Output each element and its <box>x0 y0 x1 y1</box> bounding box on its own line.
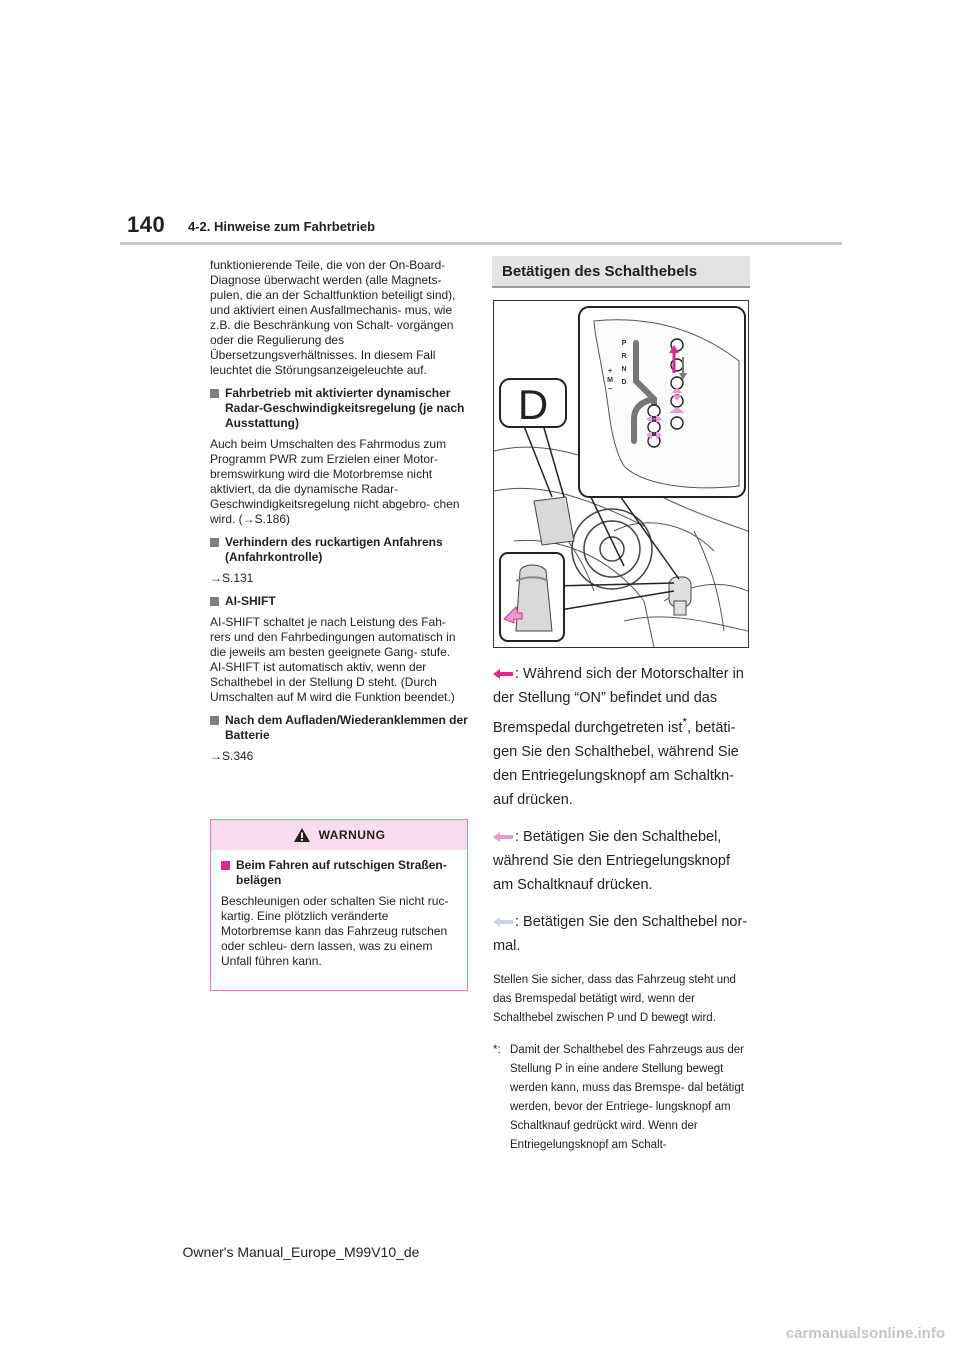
manual-name: Owner's Manual_Europe_M99V10_de <box>182 1244 420 1260</box>
gear-position-letter: D <box>517 381 549 428</box>
header-divider <box>120 242 842 245</box>
watermark: carmanualsonline.info <box>785 1325 945 1342</box>
legend-item-3: : Betätigen Sie den Schalthebel nor- mal. <box>493 913 748 954</box>
subsection-body-ai-shift: AI-SHIFT schaltet je nach Leistung des Fah- rers und den Fahrbedingungen automatisch in die jeweils am besten geeignete Gang- stufe. AI-SHIFT ist automatisch aktiv, wenn der Schalthebel in der Stellung D steht. (Durch Umschalten auf M wird die Funktion beendet.) <box>210 615 456 704</box>
square-bullet-icon <box>210 389 219 398</box>
arrow-left-pink-icon <box>493 669 513 679</box>
page-reference: →S.346 <box>210 749 254 763</box>
footnote <box>493 1041 753 1155</box>
safety-note: Stellen Sie sicher, dass das Fahrzeug steht und das Bremspedal betätigt wird, wenn der Schalthebel zwischen P und D bewegt wird. <box>493 973 736 1024</box>
warning-triangle-icon <box>293 827 311 843</box>
square-bullet-icon <box>210 716 219 725</box>
gate-label-m: M <box>607 377 613 384</box>
gate-label-n: N <box>621 366 627 373</box>
square-bullet-icon <box>210 538 219 547</box>
page-number: 140 <box>127 212 166 237</box>
footnote-marker: *: <box>493 1043 501 1056</box>
gate-label-d: D <box>621 379 627 386</box>
subsection-heading-radar: Fahrbetrieb mit aktivierter dynamischer Radar-Geschwindigkeitsregelung (je nach Ausstattung) <box>210 386 468 431</box>
warning-box <box>210 819 468 991</box>
subsection-heading-batterie: Nach dem Aufladen/Wiederanklemmen der Batterie <box>210 713 468 743</box>
subsection-heading-ai-shift: AI-SHIFT <box>210 594 468 609</box>
square-bullet-icon <box>210 597 219 606</box>
page-reference: →S.131 <box>210 571 254 585</box>
footnote-text: Damit der Schalthebel des Fahrzeugs aus der Stellung P in eine andere Stellung bewegt werden kann, muss das Bremspe- dal betätigt werden, bevor der Entriege- lungsknopf am Schaltknauf gedrückt wird. Wenn der Entriegelungsknopf am Schalt- <box>510 1043 744 1151</box>
section-title: 4-2. Hinweise zum Fahrbetrieb <box>188 219 376 234</box>
arrow-left-light-pink-icon <box>493 832 513 842</box>
section-heading-schalthebel: Betätigen des Schalthebels <box>492 256 750 288</box>
warning-title: WARNUNG <box>318 828 386 842</box>
warning-heading: Beim Fahren auf rutschigen Straßen- belägen <box>221 858 457 888</box>
subsection-body-radar: Auch beim Umschalten des Fahrmodus zum Programm PWR zum Erzielen einer Motor- bremswirkung wird die Motorbremse nicht aktiviert, da die dynamische Radar- Geschwindigkeitsregelung nicht abgebro- chen wird. (→S.186) <box>210 437 460 526</box>
footer <box>0 1244 960 1260</box>
gate-label-plus: + <box>607 368 613 375</box>
gate-label-r: R <box>621 353 627 360</box>
square-bullet-icon <box>221 861 230 870</box>
subsection-heading-anfahrkontrolle: Verhindern des ruckartigen Anfahrens (Anfahrkontrolle) <box>210 535 468 565</box>
right-column <box>493 662 753 1155</box>
warning-text: Beschleunigen oder schalten Sie nicht ruc- kartig. Eine plötzlich veränderte Motorbremse kann das Fahrzeug rutschen oder schleu- dern lassen, was zu einem Unfall führen kann. <box>221 894 449 968</box>
arrow-left-light-gray-icon <box>493 917 513 927</box>
legend-item-2: : Betätigen Sie den Schalthebel, während Sie den Entriegelungsknopf am Schaltknauf drücken. <box>493 828 730 893</box>
warning-header <box>211 820 467 850</box>
gate-label-p: P <box>621 340 627 347</box>
intro-paragraph: funktionierende Teile, die von der On-Board-Diagnose überwacht werden (alle Magnets- pulen, die an der Schaltfunktion beteiligt sind), und aktiviert einen Ausfallmechanis- mus, wie z.B. die Beschränkung von Schalt- vorgängen oder die Regulierung des Übersetzungsverhältnisses. In diesem Fall leuchtet die Störungsanzeigeleuchte auf. <box>210 258 456 377</box>
left-column <box>210 258 468 772</box>
shift-lever-illustration <box>493 300 749 648</box>
legend-item-1: : Während sich der Motorschalter in der Stellung “ON” befindet und das Bremspedal durchgetreten ist*, betäti- gen Sie den Schalthebel, während Sie den Entriegelungsknopf am Schaltkn- auf drücken. <box>493 666 744 808</box>
gate-label-minus: − <box>607 386 613 393</box>
